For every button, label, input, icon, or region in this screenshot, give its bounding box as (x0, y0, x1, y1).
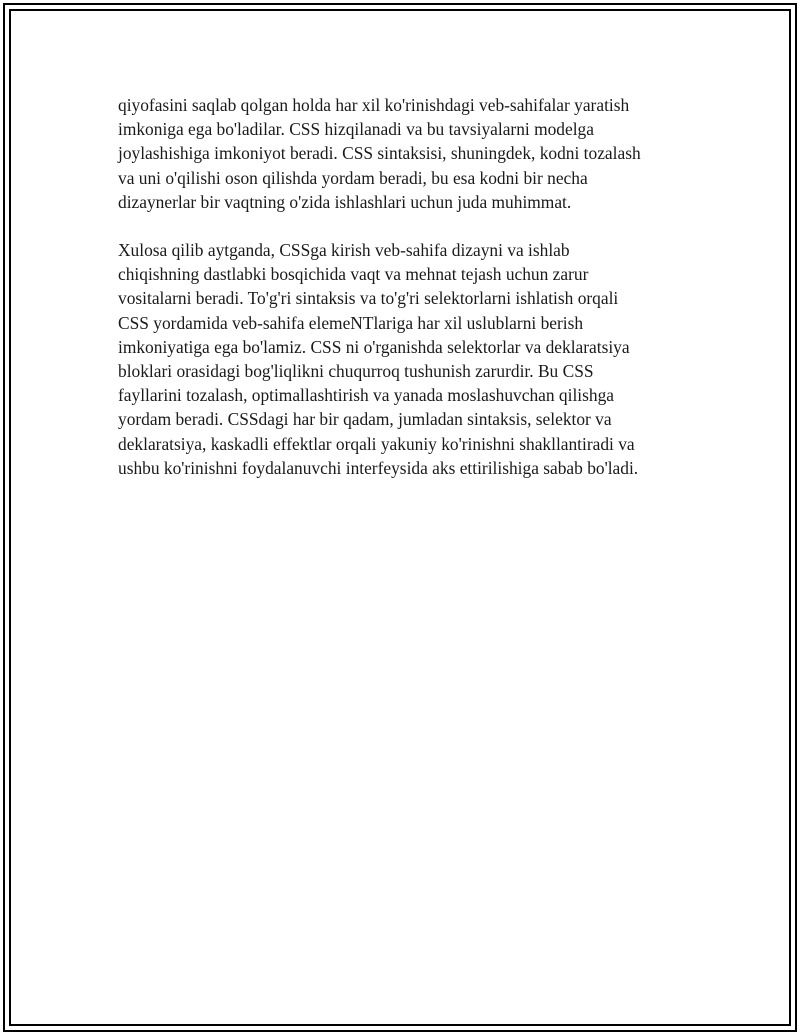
text-line: Xulosa qilib aytganda, CSSga kirish veb-sahifa dizayni va ishlab (118, 240, 570, 261)
text-line: vositalarni beradi. To'g'ri sintaksis va to'g'ri selektorlarni ishlatish orqali (118, 288, 619, 309)
text-line: imkoniyatiga ega bo'lamiz. CSS ni o'rganishda selektorlar va deklaratsiya (118, 336, 630, 357)
text-line: imkoniga ega bo'ladilar. CSS hizqilanadi va bu tavsiyalarni modelga (118, 119, 594, 140)
text-line: chiqishning dastlabki bosqichida vaqt va mehnat tejash uchun zarur (118, 264, 589, 285)
paragraph-spacer (118, 214, 688, 238)
text-line: yordam beradi. CSSdagi har bir qadam, jumladan sintaksis, selektor va (118, 409, 612, 430)
text-line: joylashishiga imkoniyot beradi. CSS sintaksisi, shuningdek, kodni tozalash (118, 143, 641, 164)
text-line: deklaratsiya, kaskadli effektlar orqali yakuniy ko'rinishni shakllantiradi va (118, 433, 635, 454)
text-line: fayllarini tozalash, optimallashtirish va yanada moslashuvchan qilishga (118, 385, 614, 406)
text-line: dizaynerlar bir vaqtning o'zida ishlashlari uchun juda muhimmat. (118, 191, 572, 212)
paragraph-1 (118, 93, 688, 214)
text-line: CSS yordamida veb-sahifa elemeNTlariga har xil uslublarni berish (118, 312, 584, 333)
paragraph-2 (118, 238, 688, 480)
text-line: qiyofasini saqlab qolgan holda har xil ko'rinishdagi veb-sahifalar yaratish (118, 95, 630, 115)
text-line: bloklari orasidagi bog'liqlikni chuqurroq tushunish zarurdir. Bu CSS (118, 361, 594, 382)
text-line: va uni o'qilishi oson qilishda yordam beradi, bu esa kodni bir necha (118, 167, 588, 188)
document-body (118, 93, 688, 480)
text-line: ushbu ko'rinishni foydalanuvchi interfeysida aks ettirilishiga sabab bo'ladi. (118, 457, 639, 478)
